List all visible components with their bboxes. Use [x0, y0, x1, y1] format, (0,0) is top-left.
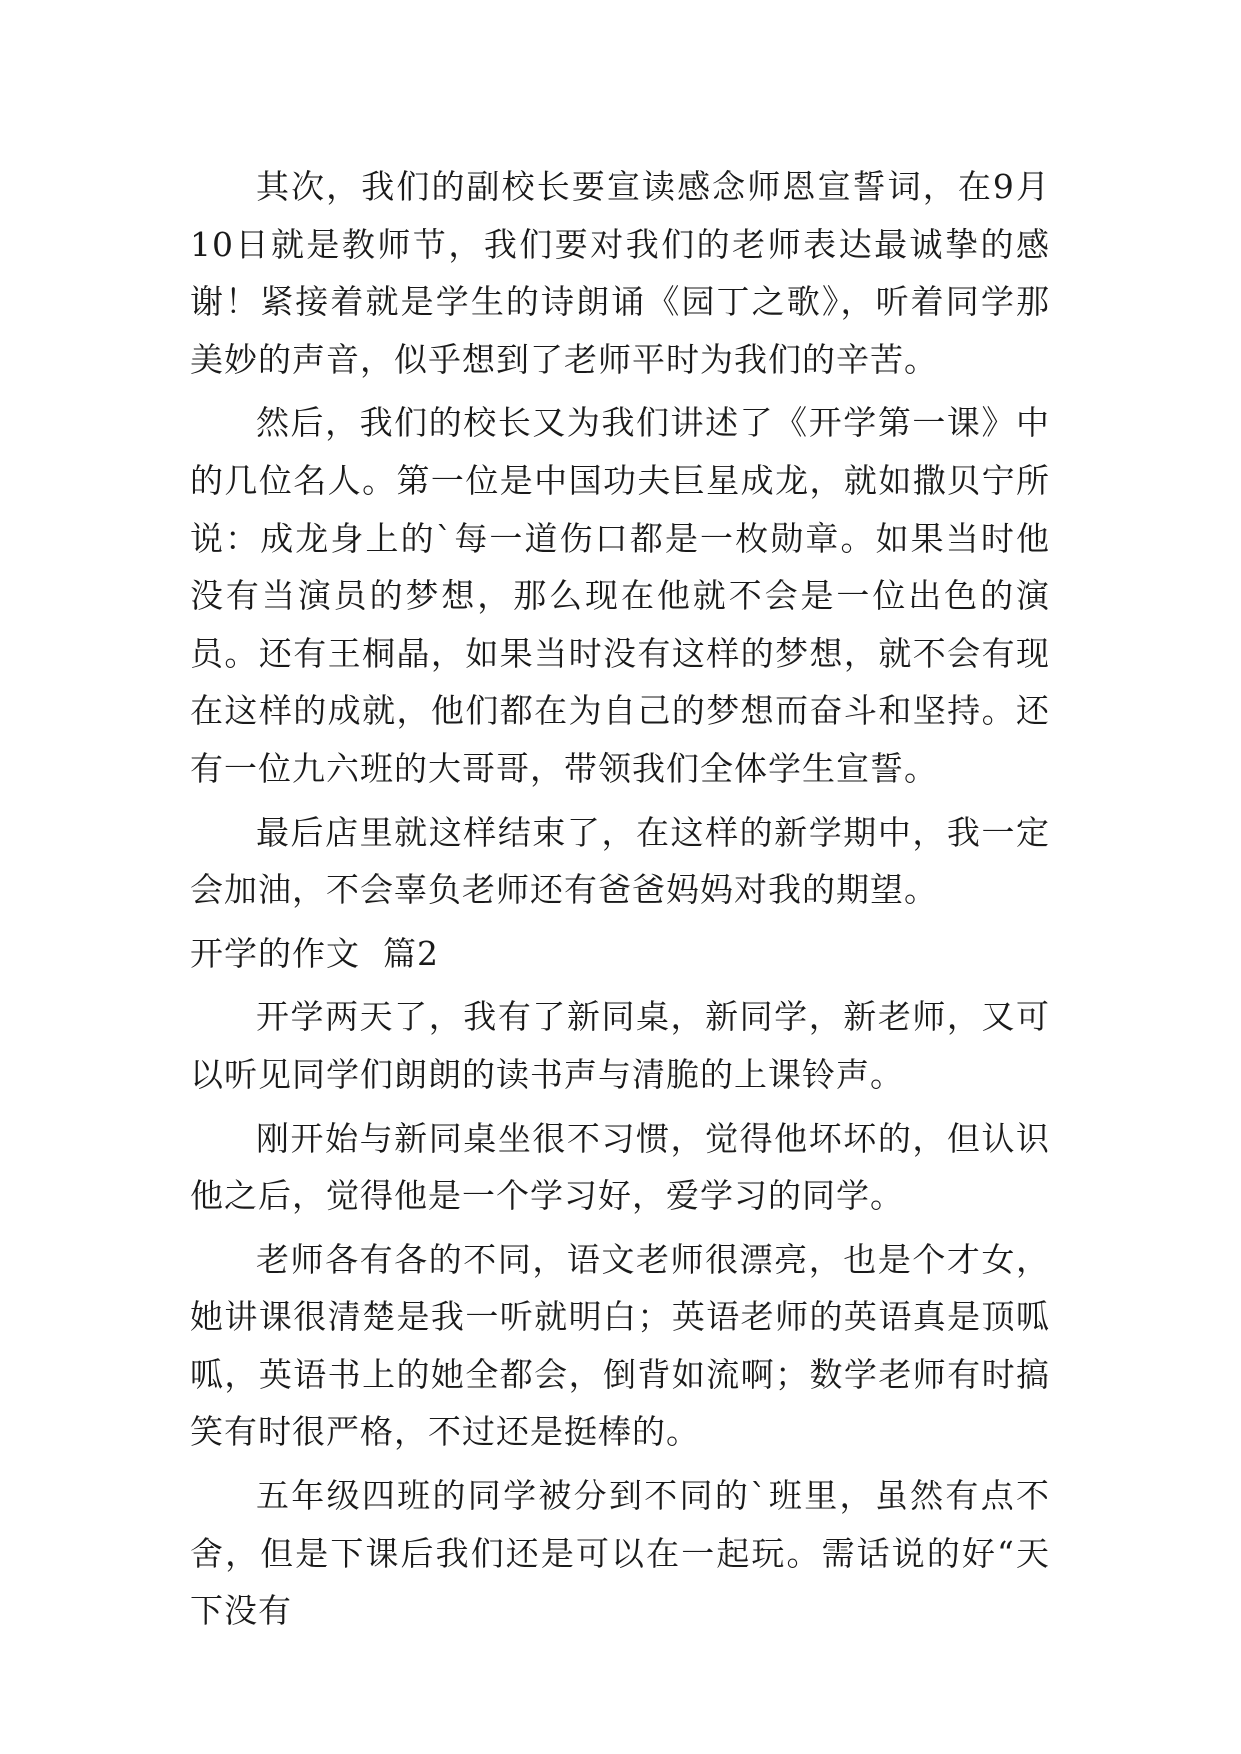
paragraph-first-lesson-celebrities: 然后，我们的校长又为我们讲述了《开学第一课》中的几位名人。第一位是中国功夫巨星成龙，就如撒贝宁所说：成龙身上的`每一道伤口都是一枚勋章。如果当时他没有当演员的梦想，那么现在他就不会是一位出色的演员。还有王桐晶，如果当时没有这样的梦想，就不会有现在这样的成就，他们都在为自己的梦想而奋斗和坚持。还有一位九六班的大哥哥，带领我们全体学生宣誓。 [190, 403, 1050, 788]
document-body [190, 158, 1050, 1646]
paragraph-class-split: 五年级四班的同学被分到不同的`班里，虽然有点不舍，但是下课后我们还是可以在一起玩。需话说的好“天下没有 [190, 1476, 1050, 1631]
paragraph-two-days-of-school: 开学两天了，我有了新同桌，新同学，新老师，又可以听见同学们朗朗的读书声与清脆的上课铃声。 [190, 997, 1050, 1094]
paragraph-new-deskmate: 刚开始与新同桌坐很不习惯，觉得他坏坏的，但认识他之后，觉得他是一个学习好，爱学习的同学。 [190, 1118, 1050, 1216]
paragraph-vice-principal-oath: 其次，我们的副校长要宣读感念师恩宣誓词，在9月10日就是教师节，我们要对我们的老师表达最诚挚的感谢！紧接着就是学生的诗朗诵《园丁之歌》，听着同学那美妙的声音，似乎想到了老师平时为我们的辛苦。 [190, 167, 1050, 379]
paragraph-teachers: 老师各有各的不同，语文老师很漂亮，也是个才女，她讲课很清楚是我一听就明白；英语老师的英语真是顶呱呱，英语书上的她全都会，倒背如流啊；数学老师有时搞笑有时很严格，不过还是挺棒的。 [190, 1239, 1050, 1452]
section-heading: 开学的作文 篇2 [190, 933, 439, 973]
paragraph-ceremony-end: 最后店里就这样结束了，在这样的新学期中，我一定会加油，不会辜负老师还有爸爸妈妈对我的期望。 [190, 812, 1050, 910]
